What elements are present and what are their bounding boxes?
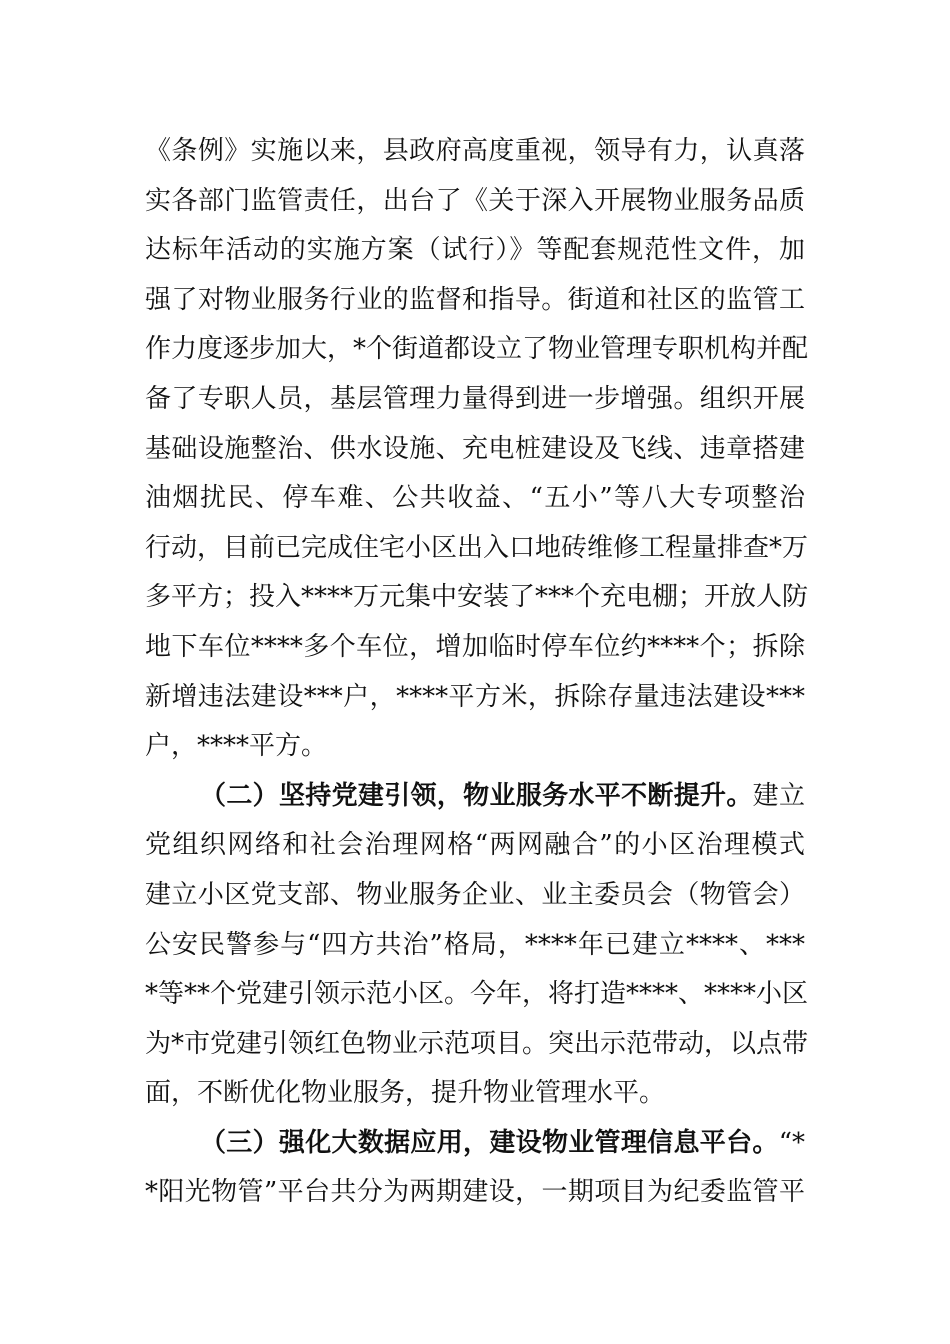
text-line: 为*市党建引领红色物业示范项目。突出示范带动，以点带 — [145, 1028, 809, 1059]
section-heading: （三）强化大数据应用，建设物业管理信息平台。 — [200, 1127, 779, 1158]
text-line: 公安民警参与“四方共治”格局，****年已建立****、*** — [145, 929, 805, 960]
text-line: 户，****平方。 — [145, 731, 328, 762]
text-line: 新增违法建设***户，****平方米，拆除存量违法建设*** — [145, 681, 805, 712]
text-line: 实各部门监管责任，出台了《关于深入开展物业服务品质 — [145, 185, 805, 216]
text-line: 作力度逐步加大，*个街道都设立了物业管理专职机构并配 — [145, 334, 809, 365]
text-line: 面，不断优化物业服务，提升物业管理水平。 — [145, 1078, 666, 1109]
document-page — [145, 127, 809, 1218]
heading-line — [145, 1119, 805, 1169]
paragraph-1 — [145, 127, 809, 772]
text-line: 基础设施整治、供水设施、充电桩建设及飞线、违章搭建 — [145, 433, 805, 464]
paragraph-3 — [145, 1119, 805, 1218]
text-line: *等**个党建引领示范小区。今年，将打造****、****小区 — [145, 979, 809, 1010]
text-line: 行动，目前已完成住宅小区出入口地砖维修工程量排查*万 — [145, 532, 809, 563]
text-line: 达标年活动的实施方案（试行）》等配套规范性文件，加 — [145, 235, 805, 266]
text-line: 备了专职人员，基层管理力量得到进一步增强。组织开展 — [145, 383, 805, 414]
text-line: 强了对物业服务行业的监督和指导。街道和社区的监管工 — [145, 284, 805, 315]
text-line: *阳光物管”平台共分为两期建设，一期项目为纪委监管平 — [145, 1177, 805, 1208]
paragraph-2 — [145, 772, 809, 1119]
text-line: 多平方；投入****万元集中安装了***个充电棚；开放人防 — [145, 582, 809, 613]
heading-line — [145, 772, 805, 822]
text-line: 党组织网络和社会治理网格“两网融合”的小区治理模式 — [145, 830, 805, 861]
heading-line-continuation: “* — [778, 1127, 805, 1158]
heading-line-continuation: 建立 — [752, 780, 805, 811]
text-line: 建立小区党支部、物业服务企业、业主委员会（物管会） — [145, 879, 805, 910]
text-line: 油烟扰民、停车难、公共收益、“五小”等八大专项整治 — [145, 483, 805, 514]
text-line: 《条例》实施以来，县政府高度重视，领导有力，认真落 — [145, 136, 805, 166]
text-line: 地下车位****多个车位，增加临时停车位约****个；拆除 — [145, 631, 805, 662]
section-heading: （二）坚持党建引领，物业服务水平不断提升。 — [200, 780, 753, 811]
